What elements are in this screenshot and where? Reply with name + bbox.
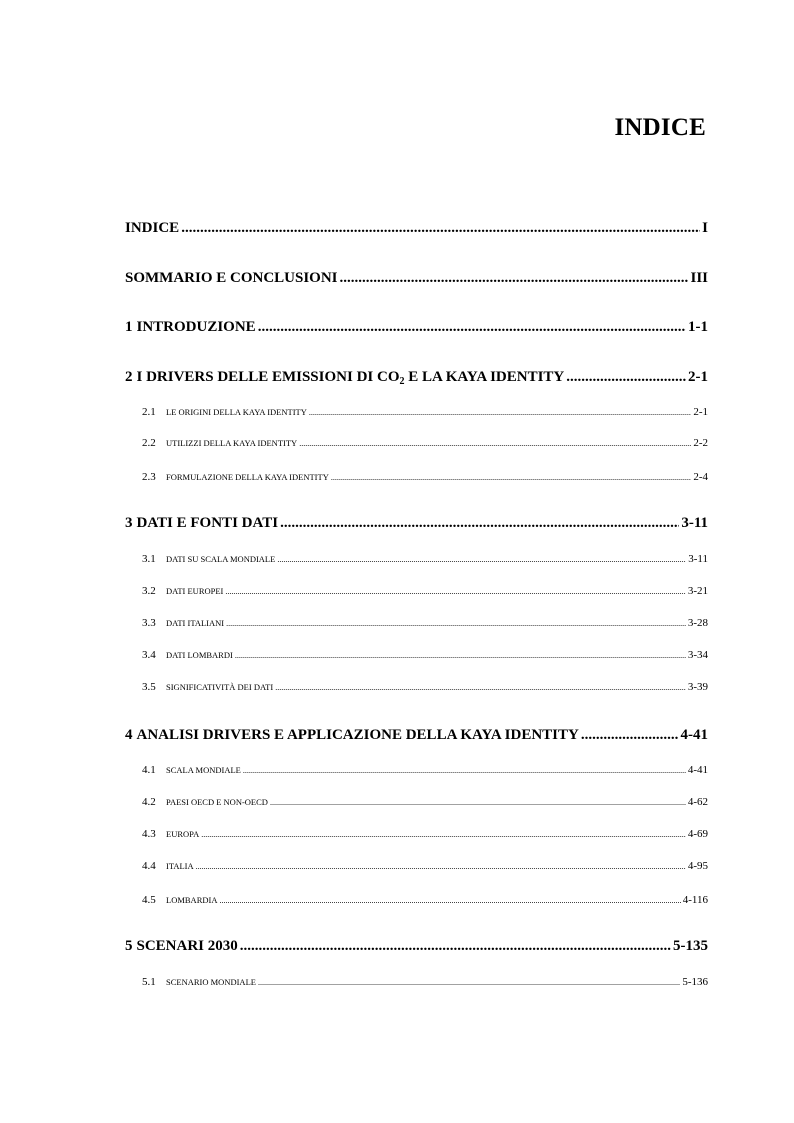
dot-leader <box>196 862 686 871</box>
toc-entry-title: SCENARI 2030 <box>136 938 238 954</box>
toc-entry-section-2-2[interactable] <box>142 437 708 449</box>
toc-entry-page: 3-28 <box>687 617 708 629</box>
dot-leader <box>331 473 692 482</box>
dot-leader <box>299 439 691 448</box>
toc-entry-page: 2-2 <box>693 437 708 449</box>
toc-entry-title: PAESI OECD E NON-OECD <box>166 797 268 807</box>
dot-leader <box>219 896 680 905</box>
toc-entry-section-3-1[interactable] <box>142 553 708 565</box>
dot-leader <box>340 270 689 287</box>
dot-leader <box>235 651 686 660</box>
toc-entry-section-2-1[interactable] <box>142 406 708 418</box>
toc-entry-number: 5.1 <box>142 976 156 988</box>
toc-entry-number: 3.3 <box>142 617 156 629</box>
dot-leader <box>280 515 679 532</box>
toc-entry-page: 5-135 <box>673 938 708 954</box>
toc-entry-number: 2.1 <box>142 406 156 418</box>
dot-leader <box>309 408 691 417</box>
toc-entry-page: 4-116 <box>682 894 708 906</box>
toc-entry-page: 4-62 <box>687 796 708 808</box>
toc-entry-title: INDICE <box>125 220 180 236</box>
toc-entry-page: 3-21 <box>687 585 708 597</box>
toc-entry-number: 2.3 <box>142 471 156 483</box>
toc-entry-page: 5-136 <box>682 976 708 988</box>
toc-entry-number: 4.3 <box>142 828 156 840</box>
toc-entry-title: INTRODUZIONE <box>136 319 256 335</box>
dot-leader <box>240 938 671 955</box>
toc-entry-section-3-4[interactable] <box>142 649 708 661</box>
toc-entry-number: 4.4 <box>142 860 156 872</box>
toc-entry-chapter-1[interactable] <box>125 319 708 336</box>
toc-entry-number: 1 <box>125 319 133 335</box>
toc-entry-title: DATI ITALIANI <box>166 618 225 628</box>
dot-leader <box>181 220 700 237</box>
toc-entry-title: FORMULAZIONE DELLA KAYA IDENTITY <box>166 472 329 482</box>
toc-entry-page: I <box>702 220 708 236</box>
toc-entry-number: 4.5 <box>142 894 156 906</box>
toc-entry-title: SOMMARIO E CONCLUSIONI <box>125 270 338 286</box>
toc-entry-page: 4-95 <box>687 860 708 872</box>
toc-entry-section-2-3[interactable] <box>142 471 708 483</box>
dot-leader <box>258 978 680 987</box>
toc-entry-chapter-3[interactable] <box>125 515 708 532</box>
toc-entry-section-3-2[interactable] <box>142 585 708 597</box>
dot-leader <box>201 830 686 839</box>
toc-entry-section-4-4[interactable] <box>142 860 708 872</box>
toc-entry-page: 4-41 <box>680 727 708 743</box>
toc-entry-title: DATI SU SCALA MONDIALE <box>166 554 276 564</box>
dot-leader <box>226 619 686 628</box>
toc-entry-section-5-1[interactable] <box>142 976 708 988</box>
toc-entry-section-3-5[interactable] <box>142 681 708 693</box>
toc-entry-title: EUROPA <box>166 829 200 839</box>
dot-leader <box>258 319 686 336</box>
toc-entry-indice[interactable] <box>125 220 708 237</box>
toc-entry-title: DATI LOMBARDI <box>166 650 233 660</box>
toc-entry-page: 3-11 <box>681 515 708 531</box>
toc-entry-number: 3.1 <box>142 553 156 565</box>
toc-entry-number: 5 <box>125 938 133 954</box>
dot-leader <box>275 683 686 692</box>
toc-entry-section-4-2[interactable] <box>142 796 708 808</box>
toc-entry-title: ANALISI DRIVERS E APPLICAZIONE DELLA KAYA IDENTITY <box>136 727 579 743</box>
toc-entry-title-part: E LA KAYA IDENTITY <box>404 369 565 385</box>
dot-leader <box>243 766 686 775</box>
toc-entry-page: 3-39 <box>687 681 708 693</box>
toc-entry-chapter-4[interactable] <box>125 727 708 744</box>
toc-entry-number: 4 <box>125 727 133 743</box>
toc-entry-number: 3 <box>125 515 133 531</box>
toc-entry-number: 3.2 <box>142 585 156 597</box>
dot-leader <box>277 555 686 564</box>
toc-entry-title: SCENARIO MONDIALE <box>166 977 256 987</box>
dot-leader <box>566 369 686 386</box>
toc-entry-page: 2-1 <box>688 369 708 385</box>
dot-leader <box>225 587 685 596</box>
toc-entry-title: DATI EUROPEI <box>166 586 224 596</box>
toc-entry-title-part: I DRIVERS DELLE EMISSIONI DI CO <box>136 369 400 385</box>
toc-entry-section-4-5[interactable] <box>142 894 708 906</box>
toc-entry-title: ITALIA <box>166 861 194 871</box>
toc-entry-title: UTILIZZI DELLA KAYA IDENTITY <box>166 438 298 448</box>
toc-entry-number: 4.1 <box>142 764 156 776</box>
toc-entry-title <box>137 369 565 386</box>
toc-entry-section-4-3[interactable] <box>142 828 708 840</box>
toc-entry-page: 2-4 <box>693 471 708 483</box>
toc-entry-page: 3-34 <box>687 649 708 661</box>
toc-entry-page: 3-11 <box>688 553 708 565</box>
toc-entry-section-3-3[interactable] <box>142 617 708 629</box>
toc-entry-page: 4-41 <box>687 764 708 776</box>
toc-entry-number: 2 <box>125 369 133 385</box>
toc-entry-number: 2.2 <box>142 437 156 449</box>
toc-entry-chapter-2[interactable] <box>125 369 708 386</box>
toc-entry-title: DATI E FONTI DATI <box>136 515 279 531</box>
dot-leader <box>581 727 679 744</box>
toc-entry-title: LE ORIGINI DELLA KAYA IDENTITY <box>166 407 307 417</box>
toc-entry-page: 1-1 <box>688 319 708 335</box>
subscript-2: 2 <box>399 376 405 387</box>
dot-leader <box>270 798 686 807</box>
toc-entry-number: 3.4 <box>142 649 156 661</box>
toc-entry-section-4-1[interactable] <box>142 764 708 776</box>
toc-entry-chapter-5[interactable] <box>125 938 708 955</box>
toc-entry-page: III <box>690 270 708 286</box>
page-title: INDICE <box>614 114 706 141</box>
toc-entry-title: SCALA MONDIALE <box>166 765 241 775</box>
toc-entry-number: 4.2 <box>142 796 156 808</box>
toc-entry-title: LOMBARDIA <box>166 895 218 905</box>
toc-entry-title: SIGNIFICATIVITÀ DEI DATI <box>166 682 274 692</box>
toc-entry-sommario[interactable] <box>125 270 708 287</box>
toc-entry-page: 4-69 <box>687 828 708 840</box>
toc-entry-page: 2-1 <box>693 406 708 418</box>
toc-entry-number: 3.5 <box>142 681 156 693</box>
